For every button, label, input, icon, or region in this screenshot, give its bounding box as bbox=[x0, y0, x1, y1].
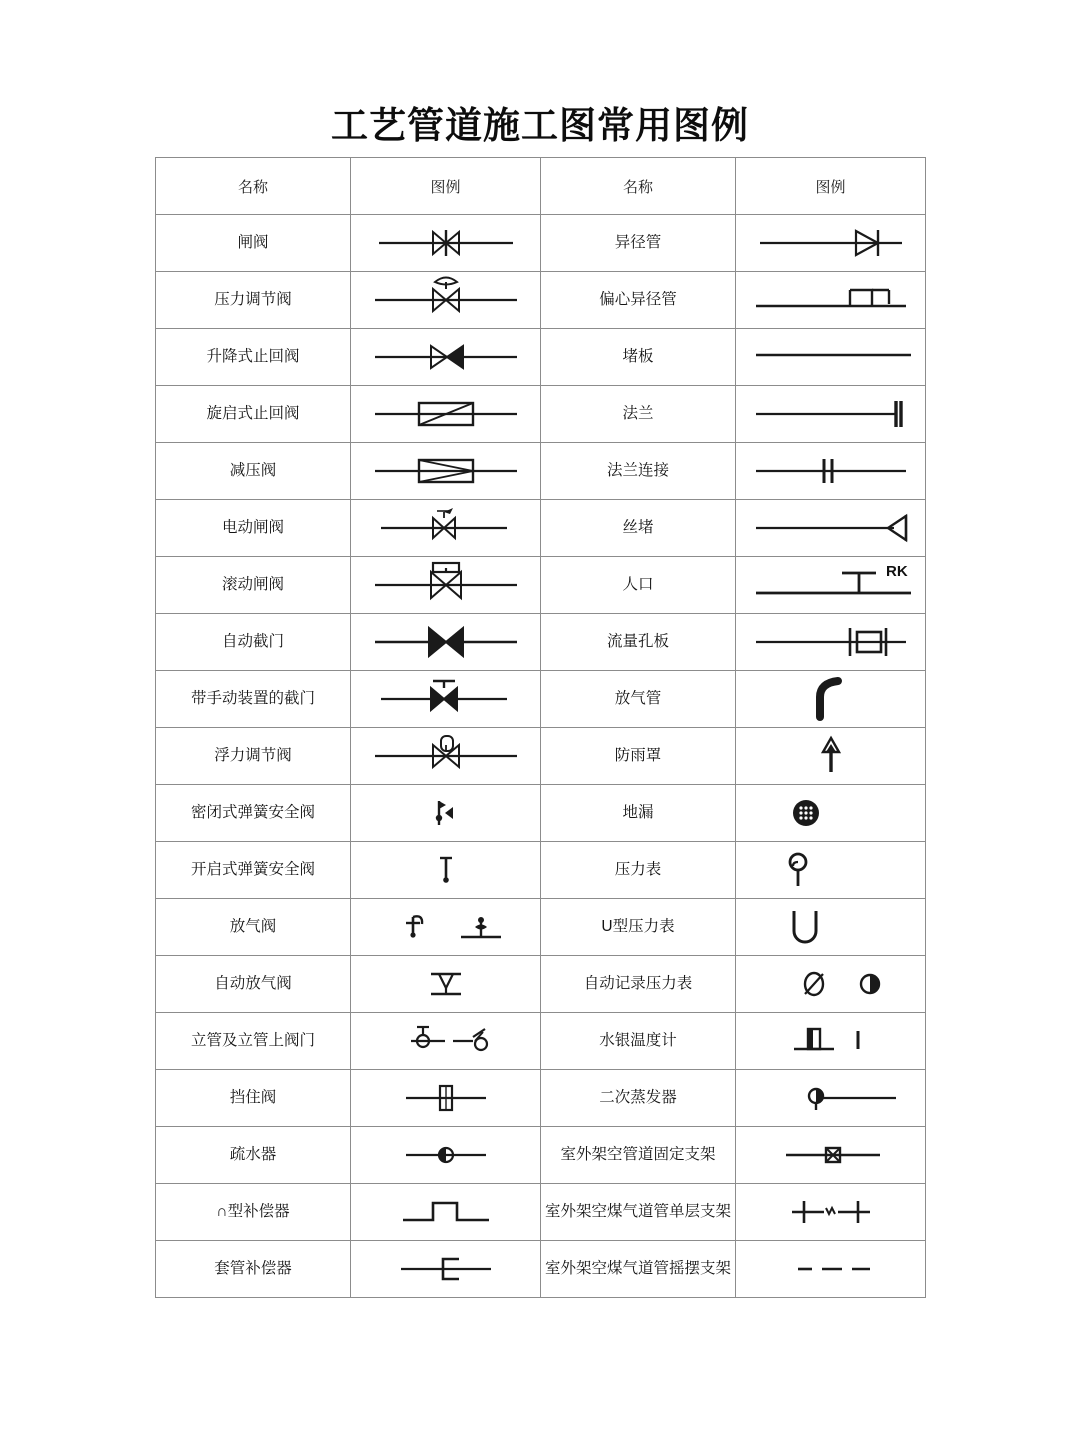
symbol-name-right: 法兰 bbox=[541, 386, 736, 443]
table-row bbox=[156, 1070, 926, 1127]
pressure-regulating-valve-icon bbox=[351, 274, 540, 326]
table-header-row bbox=[156, 158, 926, 215]
rain-cap-icon bbox=[736, 730, 925, 782]
symbol-name-left: 挡住阀 bbox=[156, 1070, 351, 1127]
secondary-evaporator-icon bbox=[736, 1072, 925, 1124]
symbol-name-left: 疏水器 bbox=[156, 1127, 351, 1184]
symbol-name-left: 闸阀 bbox=[156, 215, 351, 272]
column-header-name-right bbox=[541, 158, 736, 215]
column-header-label: 名称 bbox=[622, 178, 653, 196]
pressure-gauge-icon bbox=[736, 844, 925, 896]
entry-rk-icon bbox=[736, 559, 925, 611]
symbol-name-right: 地漏 bbox=[541, 785, 736, 842]
column-header-symbol-left bbox=[351, 158, 541, 215]
table-row bbox=[156, 671, 926, 728]
symbol-name-left: 浮力调节阀 bbox=[156, 728, 351, 785]
symbol-graphic-left bbox=[351, 956, 541, 1013]
symbol-graphic-left bbox=[351, 215, 541, 272]
symbol-name-left: 套管补偿器 bbox=[156, 1241, 351, 1298]
blind-plate-icon bbox=[736, 331, 925, 383]
symbol-name-right: 人口 bbox=[541, 557, 736, 614]
float-regulating-valve-icon bbox=[351, 730, 540, 782]
recording-pressure-gauge-icon bbox=[736, 958, 925, 1010]
symbol-graphic-left bbox=[351, 671, 541, 728]
symbol-graphic-left bbox=[351, 842, 541, 899]
table-row bbox=[156, 728, 926, 785]
screw-plug-icon bbox=[736, 502, 925, 554]
flange-icon bbox=[736, 388, 925, 440]
blocking-valve-icon bbox=[351, 1072, 540, 1124]
table-row bbox=[156, 842, 926, 899]
outdoor-single-layer-support-icon bbox=[736, 1186, 925, 1238]
table-row bbox=[156, 1184, 926, 1241]
motorized-gate-valve-icon bbox=[351, 502, 540, 554]
column-header-name-left bbox=[156, 158, 351, 215]
symbol-graphic-right bbox=[736, 899, 926, 956]
symbol-graphic-left bbox=[351, 1241, 541, 1298]
flange-connection-icon bbox=[736, 445, 925, 497]
table-row bbox=[156, 899, 926, 956]
symbol-name-right: 二次蒸发器 bbox=[541, 1070, 736, 1127]
mercury-thermometer-icon bbox=[736, 1015, 925, 1067]
symbol-name-right: 堵板 bbox=[541, 329, 736, 386]
table-row bbox=[156, 1241, 926, 1298]
symbol-name-right: 防雨罩 bbox=[541, 728, 736, 785]
open-spring-safety-valve-icon bbox=[351, 844, 540, 896]
symbol-name-left: 带手动装置的截门 bbox=[156, 671, 351, 728]
table-body bbox=[156, 215, 926, 1298]
symbol-name-right: 流量孔板 bbox=[541, 614, 736, 671]
symbol-graphic-left bbox=[351, 614, 541, 671]
column-header-symbol-right bbox=[736, 158, 926, 215]
symbol-graphic-left bbox=[351, 272, 541, 329]
symbol-name-left: 升降式止回阀 bbox=[156, 329, 351, 386]
symbol-graphic-right bbox=[736, 557, 926, 614]
symbol-name-right: 压力表 bbox=[541, 842, 736, 899]
symbol-graphic-left bbox=[351, 329, 541, 386]
symbol-graphic-left bbox=[351, 386, 541, 443]
symbol-graphic-left bbox=[351, 443, 541, 500]
riser-and-riser-valve-icon bbox=[351, 1015, 540, 1067]
outdoor-swing-support-icon bbox=[736, 1243, 925, 1295]
pressure-reducing-valve-icon bbox=[351, 445, 540, 497]
symbol-graphic-right bbox=[736, 1013, 926, 1070]
symbol-graphic-right bbox=[736, 272, 926, 329]
table-row bbox=[156, 1013, 926, 1070]
closed-spring-safety-valve-icon bbox=[351, 787, 540, 839]
orifice-plate-icon bbox=[736, 616, 925, 668]
symbol-name-left: 自动截门 bbox=[156, 614, 351, 671]
symbol-graphic-right bbox=[736, 956, 926, 1013]
symbol-graphic-left bbox=[351, 557, 541, 614]
symbol-graphic-right bbox=[736, 1184, 926, 1241]
vent-pipe-icon bbox=[736, 673, 925, 725]
table-row bbox=[156, 1127, 926, 1184]
symbol-name-right: 丝堵 bbox=[541, 500, 736, 557]
symbol-name-right: 放气管 bbox=[541, 671, 736, 728]
symbol-name-left: 旋启式止回阀 bbox=[156, 386, 351, 443]
column-header-label: 图例 bbox=[430, 178, 461, 196]
lift-check-valve-icon bbox=[351, 331, 540, 383]
symbol-graphic-right bbox=[736, 842, 926, 899]
legend-table bbox=[155, 157, 926, 1298]
symbol-name-left: 滚动闸阀 bbox=[156, 557, 351, 614]
swing-check-valve-icon bbox=[351, 388, 540, 440]
symbol-graphic-right bbox=[736, 386, 926, 443]
table-row bbox=[156, 500, 926, 557]
u-tube-manometer-icon bbox=[736, 901, 925, 953]
symbol-graphic-right bbox=[736, 500, 926, 557]
table-row bbox=[156, 329, 926, 386]
symbol-graphic-left bbox=[351, 1013, 541, 1070]
symbol-graphic-right bbox=[736, 1241, 926, 1298]
air-release-valve-icon bbox=[351, 901, 540, 953]
symbol-graphic-left bbox=[351, 899, 541, 956]
symbol-graphic-left bbox=[351, 1070, 541, 1127]
symbol-graphic-left bbox=[351, 500, 541, 557]
symbol-name-right: 水银温度计 bbox=[541, 1013, 736, 1070]
symbol-name-left: 减压阀 bbox=[156, 443, 351, 500]
symbol-graphic-right bbox=[736, 329, 926, 386]
symbol-name-right: 室外架空煤气道管摇摆支架 bbox=[541, 1241, 736, 1298]
symbol-graphic-right bbox=[736, 1127, 926, 1184]
table-row bbox=[156, 386, 926, 443]
floor-drain-icon bbox=[736, 787, 925, 839]
page-title: 工艺管道施工图常用图例 bbox=[331, 106, 749, 147]
table-row bbox=[156, 215, 926, 272]
reducer-icon bbox=[736, 217, 925, 269]
table-row bbox=[156, 785, 926, 842]
symbol-name-right: 偏心异径管 bbox=[541, 272, 736, 329]
symbol-name-right: 室外架空煤气道管单层支架 bbox=[541, 1184, 736, 1241]
table-row bbox=[156, 443, 926, 500]
symbol-graphic-right bbox=[736, 728, 926, 785]
svg-text:RK: RK bbox=[885, 563, 908, 580]
symbol-name-left: 压力调节阀 bbox=[156, 272, 351, 329]
symbol-name-left: ∩型补偿器 bbox=[156, 1184, 351, 1241]
eccentric-reducer-icon bbox=[736, 274, 925, 326]
symbol-name-left: 密闭式弹簧安全阀 bbox=[156, 785, 351, 842]
symbol-graphic-right bbox=[736, 443, 926, 500]
gate-valve-icon bbox=[351, 217, 540, 269]
symbol-name-left: 电动闸阀 bbox=[156, 500, 351, 557]
automatic-air-valve-icon bbox=[351, 958, 540, 1010]
column-header-label: 图例 bbox=[815, 178, 846, 196]
symbol-name-right: 异径管 bbox=[541, 215, 736, 272]
sleeve-compensator-icon bbox=[351, 1243, 540, 1295]
table-row bbox=[156, 956, 926, 1013]
table-row bbox=[156, 614, 926, 671]
symbol-graphic-left bbox=[351, 785, 541, 842]
symbol-name-left: 自动放气阀 bbox=[156, 956, 351, 1013]
symbol-graphic-right bbox=[736, 215, 926, 272]
symbol-name-right: 室外架空管道固定支架 bbox=[541, 1127, 736, 1184]
symbol-graphic-right bbox=[736, 614, 926, 671]
manual-stop-valve-icon bbox=[351, 673, 540, 725]
symbol-name-right: 自动记录压力表 bbox=[541, 956, 736, 1013]
symbol-graphic-left bbox=[351, 728, 541, 785]
steam-trap-icon bbox=[351, 1129, 540, 1181]
column-header-label: 名称 bbox=[237, 178, 268, 196]
symbol-name-left: 放气阀 bbox=[156, 899, 351, 956]
symbol-graphic-left bbox=[351, 1127, 541, 1184]
rolling-gate-valve-icon bbox=[351, 559, 540, 611]
symbol-name-right: U型压力表 bbox=[541, 899, 736, 956]
symbol-graphic-right bbox=[736, 785, 926, 842]
table-row bbox=[156, 272, 926, 329]
u-shaped-compensator-icon bbox=[351, 1186, 540, 1238]
symbol-name-left: 开启式弹簧安全阀 bbox=[156, 842, 351, 899]
symbol-graphic-right bbox=[736, 1070, 926, 1127]
automatic-stop-valve-icon bbox=[351, 616, 540, 668]
outdoor-fixed-support-icon bbox=[736, 1129, 925, 1181]
symbol-graphic-left bbox=[351, 1184, 541, 1241]
table-row bbox=[156, 557, 926, 614]
symbol-name-right: 法兰连接 bbox=[541, 443, 736, 500]
symbol-graphic-right bbox=[736, 671, 926, 728]
symbol-name-left: 立管及立管上阀门 bbox=[156, 1013, 351, 1070]
